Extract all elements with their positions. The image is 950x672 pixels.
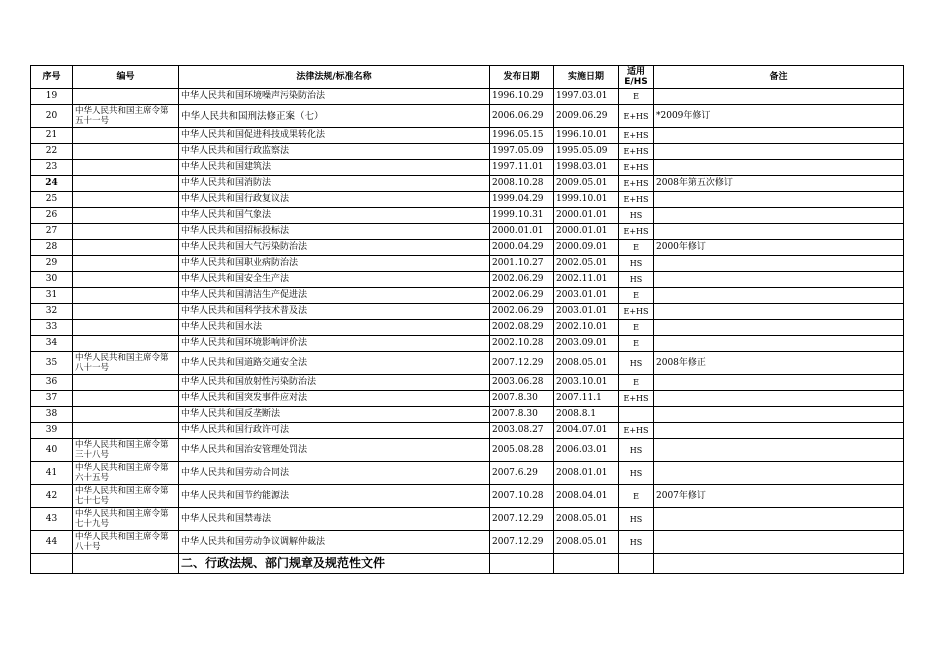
row-publish-date: 1999.04.29	[490, 192, 554, 208]
row-note	[654, 531, 904, 554]
row-effective-date: 2003.09.01	[554, 336, 619, 352]
row-note	[654, 288, 904, 304]
row-scope: E+HS	[619, 105, 654, 128]
row-note	[654, 224, 904, 240]
row-order-ref: 中华人民共和国主席令第五十一号	[73, 105, 179, 128]
row-scope: HS	[619, 439, 654, 462]
row-law-name: 中华人民共和国消防法	[179, 176, 490, 192]
row-scope: HS	[619, 462, 654, 485]
row-order-ref: 中华人民共和国主席令第八十一号	[73, 352, 179, 375]
row-effective-date: 2002.11.01	[554, 272, 619, 288]
row-law-name: 中华人民共和国劳动争议调解仲裁法	[179, 531, 490, 554]
row-publish-date: 2005.08.28	[490, 439, 554, 462]
row-scope: E	[619, 485, 654, 508]
row-publish-date: 2003.08.27	[490, 423, 554, 439]
row-law-name: 中华人民共和国治安管理处罚法	[179, 439, 490, 462]
table-row	[31, 176, 904, 192]
row-note	[654, 320, 904, 336]
row-number: 44	[31, 531, 73, 554]
row-number: 24	[31, 176, 73, 192]
row-scope: E	[619, 336, 654, 352]
row-scope: E+HS	[619, 192, 654, 208]
row-effective-date: 2008.01.01	[554, 462, 619, 485]
row-order-ref	[73, 272, 179, 288]
row-effective-date: 2003.01.01	[554, 288, 619, 304]
row-number: 32	[31, 304, 73, 320]
table-row	[31, 144, 904, 160]
row-number: 26	[31, 208, 73, 224]
row-effective-date: 2008.8.1	[554, 407, 619, 423]
section-note-cell	[654, 554, 904, 574]
row-effective-date: 2003.01.01	[554, 304, 619, 320]
row-order-ref	[73, 375, 179, 391]
row-law-name: 中华人民共和国环境影响评价法	[179, 336, 490, 352]
row-number: 23	[31, 160, 73, 176]
table-row	[31, 208, 904, 224]
row-number: 20	[31, 105, 73, 128]
row-order-ref	[73, 128, 179, 144]
row-number: 33	[31, 320, 73, 336]
table-row	[31, 128, 904, 144]
row-publish-date: 2007.8.30	[490, 391, 554, 407]
row-order-ref	[73, 256, 179, 272]
row-effective-date: 2002.05.01	[554, 256, 619, 272]
row-scope: E+HS	[619, 391, 654, 407]
row-order-ref	[73, 208, 179, 224]
row-scope: E	[619, 240, 654, 256]
row-publish-date: 2001.10.27	[490, 256, 554, 272]
row-publish-date: 2007.12.29	[490, 531, 554, 554]
row-scope: E	[619, 288, 654, 304]
row-note	[654, 439, 904, 462]
row-note	[654, 508, 904, 531]
row-number: 25	[31, 192, 73, 208]
row-note	[654, 423, 904, 439]
row-publish-date: 2002.06.29	[490, 288, 554, 304]
row-law-name: 中华人民共和国道路交通安全法	[179, 352, 490, 375]
row-note	[654, 89, 904, 105]
row-note: 2007年修订	[654, 485, 904, 508]
row-publish-date: 2002.06.29	[490, 272, 554, 288]
row-law-name: 中华人民共和国行政复议法	[179, 192, 490, 208]
row-effective-date: 2003.10.01	[554, 375, 619, 391]
row-effective-date: 1998.03.01	[554, 160, 619, 176]
row-order-ref	[73, 407, 179, 423]
row-number: 29	[31, 256, 73, 272]
row-order-ref	[73, 288, 179, 304]
row-order-ref: 中华人民共和国主席令第七十九号	[73, 508, 179, 531]
row-publish-date: 2002.08.29	[490, 320, 554, 336]
row-publish-date: 1996.10.29	[490, 89, 554, 105]
row-number: 22	[31, 144, 73, 160]
row-law-name: 中华人民共和国职业病防治法	[179, 256, 490, 272]
section-no-cell	[31, 554, 73, 574]
row-note	[654, 192, 904, 208]
row-law-name: 中华人民共和国气象法	[179, 208, 490, 224]
regulations-table	[30, 65, 904, 574]
row-scope: HS	[619, 352, 654, 375]
table-row	[31, 391, 904, 407]
section-pub-cell	[490, 554, 554, 574]
row-scope: HS	[619, 256, 654, 272]
header-row	[31, 66, 904, 89]
row-number: 31	[31, 288, 73, 304]
row-number: 37	[31, 391, 73, 407]
row-effective-date: 2000.01.01	[554, 224, 619, 240]
row-law-name: 中华人民共和国突发事件应对法	[179, 391, 490, 407]
row-law-name: 中华人民共和国反垄断法	[179, 407, 490, 423]
row-effective-date: 2008.04.01	[554, 485, 619, 508]
row-effective-date: 1995.05.09	[554, 144, 619, 160]
row-note	[654, 208, 904, 224]
row-effective-date: 2004.07.01	[554, 423, 619, 439]
table-row	[31, 439, 904, 462]
header-eff-date: 实施日期	[554, 66, 619, 89]
row-scope: E+HS	[619, 423, 654, 439]
row-effective-date: 1997.03.01	[554, 89, 619, 105]
row-note	[654, 407, 904, 423]
row-number: 38	[31, 407, 73, 423]
row-note	[654, 160, 904, 176]
row-order-ref	[73, 160, 179, 176]
header-ref: 编号	[73, 66, 179, 89]
row-law-name: 中华人民共和国行政监察法	[179, 144, 490, 160]
row-effective-date: 2000.01.01	[554, 208, 619, 224]
row-publish-date: 1999.10.31	[490, 208, 554, 224]
row-order-ref: 中华人民共和国主席令第六十五号	[73, 462, 179, 485]
row-effective-date: 2009.06.29	[554, 105, 619, 128]
row-publish-date: 2006.06.29	[490, 105, 554, 128]
row-effective-date: 2007.11.1	[554, 391, 619, 407]
row-number: 40	[31, 439, 73, 462]
row-scope: E	[619, 89, 654, 105]
row-law-name: 中华人民共和国水法	[179, 320, 490, 336]
row-order-ref	[73, 304, 179, 320]
row-note	[654, 304, 904, 320]
row-note: 2000年修订	[654, 240, 904, 256]
row-scope: HS	[619, 531, 654, 554]
header-no: 序号	[31, 66, 73, 89]
row-publish-date: 2002.06.29	[490, 304, 554, 320]
row-publish-date: 2003.06.28	[490, 375, 554, 391]
row-number: 42	[31, 485, 73, 508]
row-law-name: 中华人民共和国节约能源法	[179, 485, 490, 508]
row-number: 41	[31, 462, 73, 485]
row-publish-date: 2000.04.29	[490, 240, 554, 256]
row-law-name: 中华人民共和国禁毒法	[179, 508, 490, 531]
row-order-ref	[73, 144, 179, 160]
section-row	[31, 554, 904, 574]
header-scope: 适用E/HS	[619, 66, 654, 89]
table-row	[31, 375, 904, 391]
row-order-ref	[73, 423, 179, 439]
section-scope-cell	[619, 554, 654, 574]
row-law-name: 中华人民共和国清洁生产促进法	[179, 288, 490, 304]
row-scope: E+HS	[619, 304, 654, 320]
row-note	[654, 336, 904, 352]
row-number: 39	[31, 423, 73, 439]
header-pub-date: 发布日期	[490, 66, 554, 89]
row-effective-date: 2008.05.01	[554, 352, 619, 375]
header-note: 备注	[654, 66, 904, 89]
row-scope: HS	[619, 208, 654, 224]
row-effective-date: 2008.05.01	[554, 508, 619, 531]
row-scope: HS	[619, 272, 654, 288]
row-publish-date: 2002.10.28	[490, 336, 554, 352]
section-ref-cell	[73, 554, 179, 574]
row-order-ref	[73, 391, 179, 407]
row-note: *2009年修订	[654, 105, 904, 128]
row-effective-date: 1996.10.01	[554, 128, 619, 144]
row-publish-date: 2007.12.29	[490, 352, 554, 375]
table-row	[31, 288, 904, 304]
table-row	[31, 89, 904, 105]
row-publish-date: 2007.10.28	[490, 485, 554, 508]
table-row	[31, 105, 904, 128]
row-scope: E+HS	[619, 128, 654, 144]
row-effective-date: 1999.10.01	[554, 192, 619, 208]
row-effective-date: 2008.05.01	[554, 531, 619, 554]
table-row	[31, 462, 904, 485]
row-number: 35	[31, 352, 73, 375]
row-publish-date: 2007.6.29	[490, 462, 554, 485]
table-row	[31, 531, 904, 554]
table-row	[31, 256, 904, 272]
row-scope: E+HS	[619, 160, 654, 176]
table-row	[31, 224, 904, 240]
row-order-ref	[73, 192, 179, 208]
row-scope: E	[619, 320, 654, 336]
table-row	[31, 320, 904, 336]
row-order-ref	[73, 336, 179, 352]
row-number: 21	[31, 128, 73, 144]
row-scope: E+HS	[619, 176, 654, 192]
table-row	[31, 336, 904, 352]
row-number: 30	[31, 272, 73, 288]
table-row	[31, 160, 904, 176]
row-order-ref	[73, 224, 179, 240]
row-order-ref: 中华人民共和国主席令第八十号	[73, 531, 179, 554]
row-order-ref	[73, 320, 179, 336]
row-effective-date: 2002.10.01	[554, 320, 619, 336]
row-note	[654, 272, 904, 288]
table-row	[31, 304, 904, 320]
row-publish-date: 1997.05.09	[490, 144, 554, 160]
row-scope: HS	[619, 508, 654, 531]
row-law-name: 中华人民共和国招标投标法	[179, 224, 490, 240]
header-name: 法律法规/标准名称	[179, 66, 490, 89]
row-note	[654, 375, 904, 391]
table-row	[31, 352, 904, 375]
table-row	[31, 423, 904, 439]
table-row	[31, 485, 904, 508]
row-law-name: 中华人民共和国环境噪声污染防治法	[179, 89, 490, 105]
row-publish-date: 1997.11.01	[490, 160, 554, 176]
row-note	[654, 462, 904, 485]
table-row	[31, 407, 904, 423]
row-publish-date: 1996.05.15	[490, 128, 554, 144]
table-row	[31, 272, 904, 288]
row-note	[654, 256, 904, 272]
table-row	[31, 508, 904, 531]
row-law-name: 中华人民共和国刑法修正案（七）	[179, 105, 490, 128]
row-law-name: 中华人民共和国行政许可法	[179, 423, 490, 439]
row-law-name: 中华人民共和国建筑法	[179, 160, 490, 176]
row-law-name: 中华人民共和国放射性污染防治法	[179, 375, 490, 391]
row-number: 19	[31, 89, 73, 105]
row-law-name: 中华人民共和国劳动合同法	[179, 462, 490, 485]
row-publish-date: 2000.01.01	[490, 224, 554, 240]
row-order-ref: 中华人民共和国主席令第三十八号	[73, 439, 179, 462]
row-number: 36	[31, 375, 73, 391]
section-title: 二、行政法规、部门规章及规范性文件	[179, 554, 490, 574]
table-row	[31, 192, 904, 208]
row-number: 43	[31, 508, 73, 531]
row-effective-date: 2006.03.01	[554, 439, 619, 462]
row-note: 2008年第五次修订	[654, 176, 904, 192]
row-law-name: 中华人民共和国大气污染防治法	[179, 240, 490, 256]
row-law-name: 中华人民共和国科学技术普及法	[179, 304, 490, 320]
row-publish-date: 2008.10.28	[490, 176, 554, 192]
row-note: 2008年修正	[654, 352, 904, 375]
row-number: 34	[31, 336, 73, 352]
row-scope: E	[619, 375, 654, 391]
section-eff-cell	[554, 554, 619, 574]
row-number: 27	[31, 224, 73, 240]
row-order-ref: 中华人民共和国主席令第七十七号	[73, 485, 179, 508]
row-law-name: 中华人民共和国促进科技成果转化法	[179, 128, 490, 144]
row-scope	[619, 407, 654, 423]
row-note	[654, 391, 904, 407]
row-effective-date: 2009.05.01	[554, 176, 619, 192]
row-publish-date: 2007.8.30	[490, 407, 554, 423]
row-order-ref	[73, 240, 179, 256]
row-scope: E+HS	[619, 144, 654, 160]
table-row	[31, 240, 904, 256]
row-order-ref	[73, 176, 179, 192]
row-effective-date: 2000.09.01	[554, 240, 619, 256]
row-number: 28	[31, 240, 73, 256]
row-note	[654, 128, 904, 144]
row-publish-date: 2007.12.29	[490, 508, 554, 531]
row-note	[654, 144, 904, 160]
row-law-name: 中华人民共和国安全生产法	[179, 272, 490, 288]
row-order-ref	[73, 89, 179, 105]
row-scope: E+HS	[619, 224, 654, 240]
